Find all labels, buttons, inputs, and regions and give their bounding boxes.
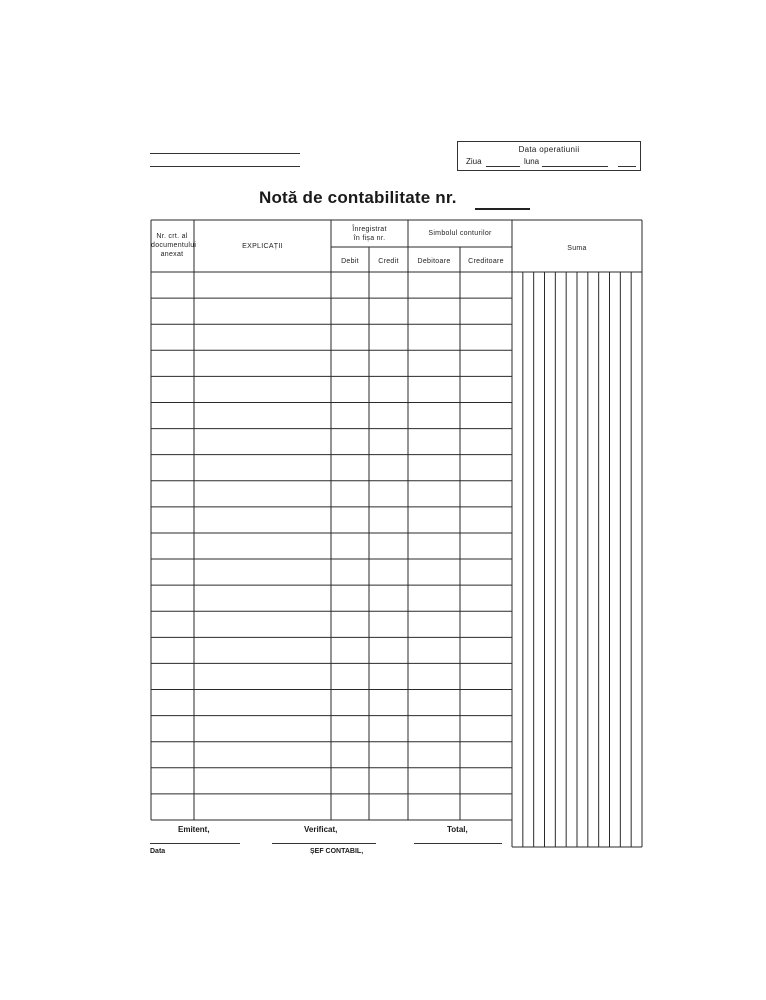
header-register-line-1: Înregistrat [352,226,387,233]
header-doc-number-line-3: anexat [160,251,184,258]
total-label: Total, [447,825,468,834]
header-register-line-2: în fișa nr. [353,235,386,242]
header-account-symbols: Simbolul conturilor [428,230,492,237]
header-register [331,225,408,243]
issuer-signature-line[interactable] [150,843,240,844]
header-sum: Suma [567,245,587,252]
issuer-label: Emitent, [178,825,210,834]
day-label: Ziua [466,157,482,166]
header-doc-number-line-2: documentului [151,242,197,249]
header-doc-number-line-1: Nr. crt. al [156,233,188,240]
month-label: luna [524,157,540,166]
operation-date-title: Data operatiunii [518,145,580,154]
header-creditor: Creditoare [468,258,504,265]
header-explanation: EXPLICAȚII [242,243,283,250]
chief-accountant-label: ȘEF CONTABIL, [310,848,364,855]
date-label: Data [150,848,166,855]
verified-label: Verificat, [304,825,338,834]
header-debtor: Debitoare [417,258,451,265]
page-title: Notă de contabilitate nr. [259,188,457,207]
header-credit: Credit [378,258,399,265]
header-debit: Debit [341,258,359,265]
verified-signature-line[interactable] [272,843,376,844]
total-value-line[interactable] [414,843,502,844]
header-doc-number [151,232,197,259]
